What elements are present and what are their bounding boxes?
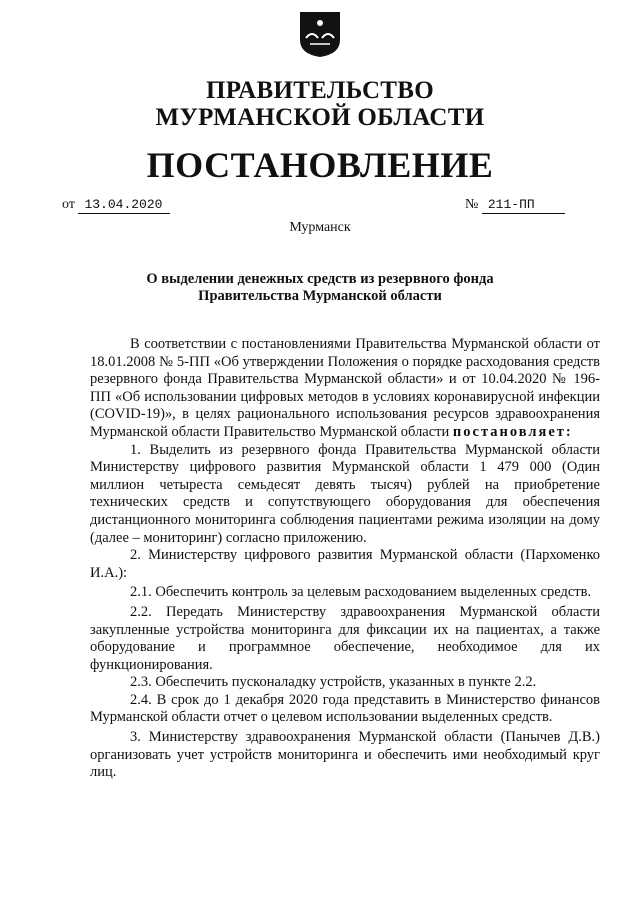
subject-line2: Правительства Мурманской области (198, 288, 442, 304)
paragraph-2: 2. Министерству цифрового развития Мурманской области (Пархоменко И.А.): (90, 547, 600, 581)
paragraph-2-2: 2.2. Передать Министерству здравоохранения Мурманской области закупленные устройства мониторинга для фиксации их на пациентах, а также оборудование и программное обеспечение, необходимое для их функционирования. (90, 603, 600, 673)
government-title-line1: ПРАВИТЕЛЬСТВО (206, 77, 434, 104)
date-line (62, 197, 170, 214)
resolves-word: постановляет: (452, 423, 573, 440)
government-title-line2: МУРМАНСКОЙ ОБЛАСТИ (155, 104, 485, 131)
number-prefix: № (465, 197, 479, 212)
number-value: 211-ПП (482, 197, 565, 214)
date-value: 13.04.2020 (78, 197, 170, 214)
document-type-title: ПОСТАНОВЛЕНИЕ (146, 145, 494, 185)
paragraph-2-3: 2.3. Обеспечить пусконаладку устройств, указанных в пункте 2.2. (130, 674, 537, 691)
paragraph-1: 1. Выделить из резервного фонда Правительства Мурманской области Министерству цифрового развития Мурманской области 1 479 000 (Один миллион четыреста семьдесят девять тысяч) рублей на приобретение технических средств и сопутствующего оборудования для обеспечения дистанционного мониторинга соблюдения пациентами режима изоляции на дому (далее – мониторинг) согласно приложению. (90, 441, 600, 546)
paragraph-2-1: 2.1. Обеспечить контроль за целевым расходованием выделенных средств. (130, 584, 592, 601)
subject-line1: О выделении денежных средств из резервного фонда (146, 271, 494, 287)
paragraph-2-4: 2.4. В срок до 1 декабря 2020 года представить в Министерство финансов Мурманской области отчет о целевом использовании выделенных средств. (90, 691, 600, 726)
intro-text: В соответствии с постановлениями Правительства Мурманской области от 18.01.2008 № 5-ПП «Об утверждении Положения о порядке расходования средств резервного фонда Правительства Мурманской области» и от 10.04.2020 № 196-ПП «Об использовании цифровых методов в условиях коронавирусной инфекции (COVID-19)», в целях рационального использования ресурсов здравоохранения Мурманской области Правительство Мурманской области (90, 336, 600, 440)
intro-paragraph (90, 336, 600, 442)
city-name: Мурманск (289, 220, 351, 235)
number-line (465, 197, 565, 214)
coat-of-arms-emblem (298, 10, 342, 58)
paragraph-3: 3. Министерству здравоохранения Мурманской области (Панычев Д.В.) организовать учет устройств мониторинга и обеспечить ими необходимый круг лиц. (90, 729, 600, 781)
document-body (90, 336, 600, 782)
date-prefix: от (62, 197, 75, 212)
